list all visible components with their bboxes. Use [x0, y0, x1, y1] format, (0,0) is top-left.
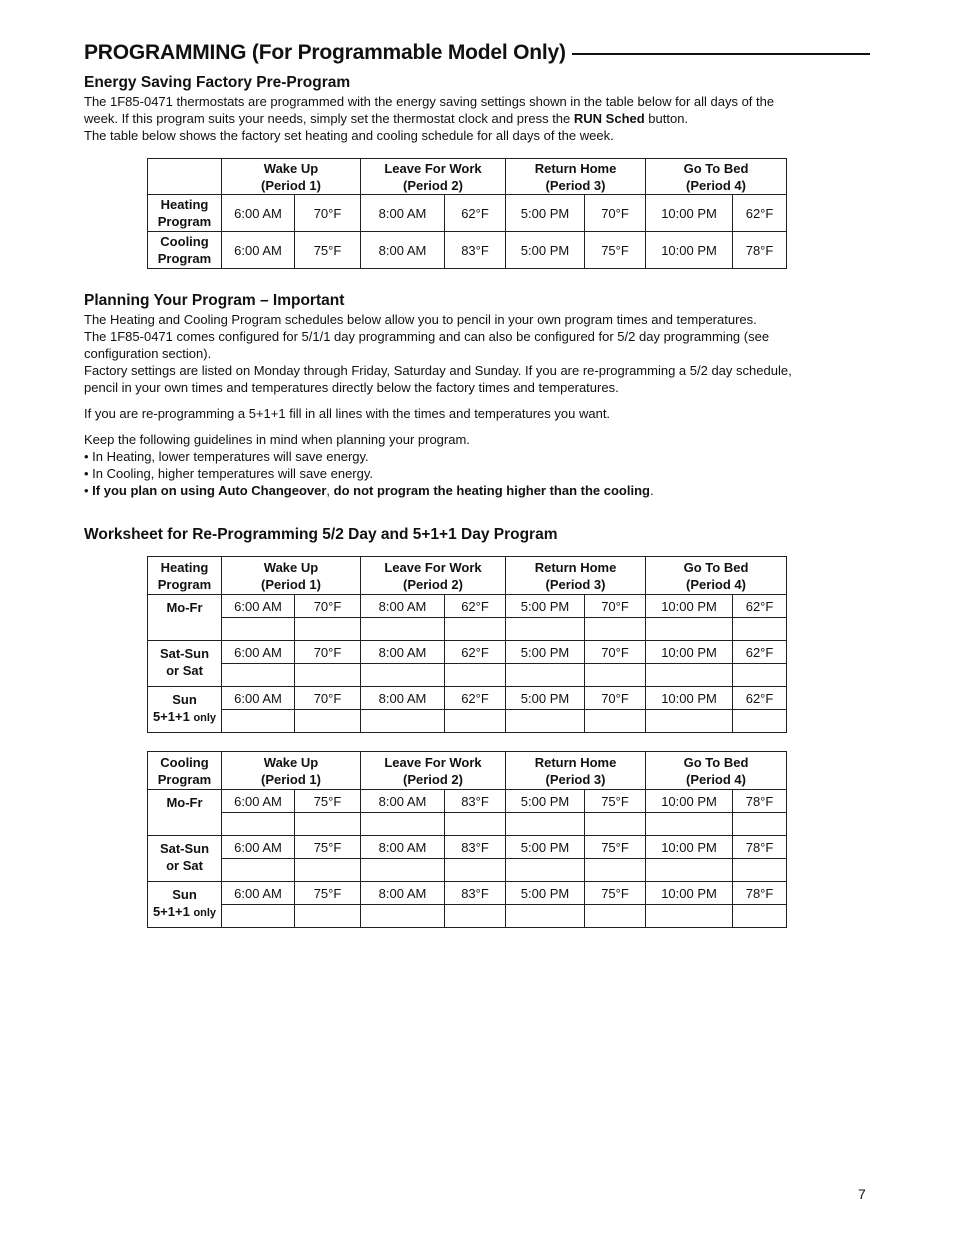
blank-entry-cell[interactable] — [585, 710, 646, 733]
page-title-row — [84, 38, 870, 68]
day-label: Mo-Fr — [148, 595, 222, 641]
section-heading-planning: Planning Your Program – Important — [84, 292, 345, 309]
table-cell: 62°F — [445, 195, 506, 232]
table-row — [148, 687, 787, 710]
day-label: Sun 5+1+1 only — [148, 687, 222, 733]
worksheet-corner: Cooling Program — [148, 752, 222, 790]
table-cell: 78°F — [733, 836, 787, 859]
table-cell: 70°F — [295, 641, 361, 664]
blank-entry-cell[interactable] — [295, 905, 361, 928]
table-cell: 75°F — [585, 232, 646, 269]
table-cell: 5:00 PM — [506, 790, 585, 813]
period-header: Leave For Work (Period 2) — [361, 752, 506, 790]
table-cell: 8:00 AM — [361, 687, 445, 710]
table-cell: 70°F — [295, 595, 361, 618]
table-cell: 62°F — [733, 687, 787, 710]
planning-text: The Heating and Cooling Program schedules below allow you to pencil in your own program times and temperatures. The 1F85-0471 comes configured for 5/1/1 day programming and can also be configured for 5/2 day programming (see configuration section). Factory settings are listed on Monday through Friday, Saturday and Sunday. If you are re-programming a 5/2 day schedule, pencil in your own times and temperatures directly below the factory times and temperatures. If you are re-programming a 5+1+1 fill in all lines with the times and temperatures you want. Keep the following guidelines in mind when planning your program. • In Heating, lower temperatures will save energy. • In Cooling, higher temperatures will save energy. • If you plan on using Auto Changeover, do not program the heating higher than the cooling. — [84, 311, 874, 499]
auto-changeover-warning: • If you plan on using Auto Changeover, do not program the heating higher than the cooling. — [84, 483, 654, 498]
row-label: Heating Program — [148, 195, 222, 232]
table-cell: 6:00 AM — [222, 882, 295, 905]
page-number: 7 — [858, 1186, 866, 1202]
table-cell: 70°F — [295, 195, 361, 232]
blank-entry-cell[interactable] — [506, 859, 585, 882]
table-cell: 6:00 AM — [222, 595, 295, 618]
blank-entry-cell[interactable] — [295, 813, 361, 836]
table-corner — [148, 159, 222, 195]
blank-entry-cell[interactable] — [295, 618, 361, 641]
row-label: Cooling Program — [148, 232, 222, 269]
pencil-in-row — [148, 859, 787, 882]
table-cell: 5:00 PM — [506, 882, 585, 905]
table-cell: 70°F — [585, 641, 646, 664]
blank-entry-cell[interactable] — [733, 618, 787, 641]
blank-entry-cell[interactable] — [646, 710, 733, 733]
table-cell: 62°F — [445, 641, 506, 664]
table-cell: 75°F — [295, 790, 361, 813]
blank-entry-cell[interactable] — [733, 664, 787, 687]
table-cell: 10:00 PM — [646, 687, 733, 710]
table-cell: 75°F — [585, 836, 646, 859]
heating-worksheet-body — [148, 595, 787, 733]
blank-entry-cell[interactable] — [585, 859, 646, 882]
blank-entry-cell[interactable] — [361, 618, 445, 641]
table-cell: 6:00 AM — [222, 790, 295, 813]
blank-entry-cell[interactable] — [585, 813, 646, 836]
table-cell: 8:00 AM — [361, 641, 445, 664]
table-cell: 78°F — [733, 232, 787, 269]
blank-entry-cell[interactable] — [506, 664, 585, 687]
blank-entry-cell[interactable] — [733, 813, 787, 836]
table-cell: 8:00 AM — [361, 232, 445, 269]
table-cell: 5:00 PM — [506, 195, 585, 232]
table-cell: 62°F — [733, 595, 787, 618]
cooling-worksheet-table — [147, 751, 787, 928]
table-cell: 75°F — [295, 836, 361, 859]
blank-entry-cell[interactable] — [445, 905, 506, 928]
blank-entry-cell[interactable] — [445, 618, 506, 641]
day-label: Mo-Fr — [148, 790, 222, 836]
table-cell: 83°F — [445, 232, 506, 269]
blank-entry-cell[interactable] — [646, 905, 733, 928]
table-cell: 6:00 AM — [222, 687, 295, 710]
pencil-in-row — [148, 618, 787, 641]
table-cell: 10:00 PM — [646, 790, 733, 813]
table-row — [148, 595, 787, 618]
period-header: Leave For Work (Period 2) — [361, 557, 506, 595]
blank-entry-cell[interactable] — [445, 664, 506, 687]
pencil-in-row — [148, 813, 787, 836]
blank-entry-cell[interactable] — [361, 710, 445, 733]
blank-entry-cell[interactable] — [506, 813, 585, 836]
table-cell: 8:00 AM — [361, 595, 445, 618]
blank-entry-cell[interactable] — [733, 905, 787, 928]
period-header: Go To Bed (Period 4) — [646, 159, 787, 195]
blank-entry-cell[interactable] — [222, 813, 295, 836]
blank-entry-cell[interactable] — [646, 618, 733, 641]
run-sched-label: RUN Sched — [573, 111, 645, 126]
table-cell: 75°F — [585, 882, 646, 905]
table-cell: 75°F — [585, 790, 646, 813]
blank-entry-cell[interactable] — [222, 905, 295, 928]
day-label: Sat-Sun or Sat — [148, 641, 222, 687]
blank-entry-cell[interactable] — [585, 664, 646, 687]
period-header: Go To Bed (Period 4) — [646, 557, 787, 595]
table-cell: 10:00 PM — [646, 232, 733, 269]
title-rule — [572, 53, 870, 55]
period-header: Return Home (Period 3) — [506, 752, 646, 790]
table-cell: 10:00 PM — [646, 882, 733, 905]
blank-entry-cell[interactable] — [506, 618, 585, 641]
table-cell: 83°F — [445, 836, 506, 859]
table-cell: 70°F — [295, 687, 361, 710]
blank-entry-cell[interactable] — [646, 664, 733, 687]
period-header: Return Home (Period 3) — [506, 159, 646, 195]
table-cell: 62°F — [733, 641, 787, 664]
factory-intro-line1: The 1F85-0471 thermostats are programmed with the energy saving settings shown in the table below for all days of the — [84, 94, 775, 109]
blank-entry-cell[interactable] — [585, 905, 646, 928]
table-cell: 62°F — [445, 595, 506, 618]
table-cell: 83°F — [445, 882, 506, 905]
table-row — [148, 641, 787, 664]
blank-entry-cell[interactable] — [445, 710, 506, 733]
table-cell: 6:00 AM — [222, 232, 295, 269]
blank-entry-cell[interactable] — [361, 905, 445, 928]
table-row — [148, 882, 787, 905]
factory-schedule-table — [147, 158, 787, 269]
blank-entry-cell[interactable] — [222, 710, 295, 733]
table-cell: 6:00 AM — [222, 641, 295, 664]
blank-entry-cell[interactable] — [295, 859, 361, 882]
blank-entry-cell[interactable] — [222, 664, 295, 687]
blank-entry-cell[interactable] — [733, 859, 787, 882]
table-cell: 75°F — [295, 882, 361, 905]
table-cell: 10:00 PM — [646, 195, 733, 232]
table-cell: 10:00 PM — [646, 836, 733, 859]
table-cell: 62°F — [733, 195, 787, 232]
period-header: Wake Up (Period 1) — [222, 557, 361, 595]
table-cell: 83°F — [445, 790, 506, 813]
blank-entry-cell[interactable] — [733, 710, 787, 733]
day-label: Sat-Sun or Sat — [148, 836, 222, 882]
factory-intro — [84, 93, 864, 144]
blank-entry-cell[interactable] — [295, 710, 361, 733]
blank-entry-cell[interactable] — [646, 813, 733, 836]
factory-intro-line3: The table below shows the factory set heating and cooling schedule for all days of the week. — [84, 128, 614, 143]
table-cell: 5:00 PM — [506, 836, 585, 859]
pencil-in-row — [148, 710, 787, 733]
table-cell: 8:00 AM — [361, 790, 445, 813]
page-title: PROGRAMMING (For Programmable Model Only) — [84, 41, 566, 64]
period-header: Go To Bed (Period 4) — [646, 752, 787, 790]
table-cell: 10:00 PM — [646, 641, 733, 664]
blank-entry-cell[interactable] — [506, 905, 585, 928]
day-label: Sun 5+1+1 only — [148, 882, 222, 928]
table-cell: 78°F — [733, 790, 787, 813]
table-row — [148, 232, 787, 269]
table-cell: 6:00 AM — [222, 836, 295, 859]
blank-entry-cell[interactable] — [585, 618, 646, 641]
table-cell: 70°F — [585, 595, 646, 618]
table-row — [148, 195, 787, 232]
heating-worksheet-table — [147, 556, 787, 733]
table-cell: 8:00 AM — [361, 882, 445, 905]
blank-entry-cell[interactable] — [361, 859, 445, 882]
table-cell: 8:00 AM — [361, 836, 445, 859]
blank-entry-cell[interactable] — [445, 859, 506, 882]
factory-intro-line2: week. If this program suits your needs, simply set the thermostat clock and press the RUN Sched button. — [84, 111, 689, 126]
blank-entry-cell[interactable] — [361, 664, 445, 687]
period-header: Wake Up (Period 1) — [222, 159, 361, 195]
blank-entry-cell[interactable] — [361, 813, 445, 836]
worksheet-corner: Heating Program — [148, 557, 222, 595]
blank-entry-cell[interactable] — [646, 859, 733, 882]
period-header: Leave For Work (Period 2) — [361, 159, 506, 195]
blank-entry-cell[interactable] — [222, 859, 295, 882]
pencil-in-row — [148, 905, 787, 928]
table-cell: 8:00 AM — [361, 195, 445, 232]
table-cell: 5:00 PM — [506, 595, 585, 618]
table-cell: 6:00 AM — [222, 195, 295, 232]
table-row — [148, 836, 787, 859]
pencil-in-row — [148, 664, 787, 687]
table-cell: 5:00 PM — [506, 641, 585, 664]
period-header: Return Home (Period 3) — [506, 557, 646, 595]
blank-entry-cell[interactable] — [295, 664, 361, 687]
table-cell: 5:00 PM — [506, 687, 585, 710]
table-cell: 78°F — [733, 882, 787, 905]
table-cell: 70°F — [585, 687, 646, 710]
table-cell: 5:00 PM — [506, 232, 585, 269]
blank-entry-cell[interactable] — [445, 813, 506, 836]
table-cell: 75°F — [295, 232, 361, 269]
section-heading-factory: Energy Saving Factory Pre-Program — [84, 74, 351, 91]
table-cell: 70°F — [585, 195, 646, 232]
section-heading-worksheet: Worksheet for Re-Programming 5/2 Day and 5+1+1 Day Program — [84, 526, 558, 543]
blank-entry-cell[interactable] — [222, 618, 295, 641]
cooling-worksheet-body — [148, 790, 787, 928]
table-cell: 10:00 PM — [646, 595, 733, 618]
period-header: Wake Up (Period 1) — [222, 752, 361, 790]
table-row — [148, 790, 787, 813]
blank-entry-cell[interactable] — [506, 710, 585, 733]
table-cell: 62°F — [445, 687, 506, 710]
